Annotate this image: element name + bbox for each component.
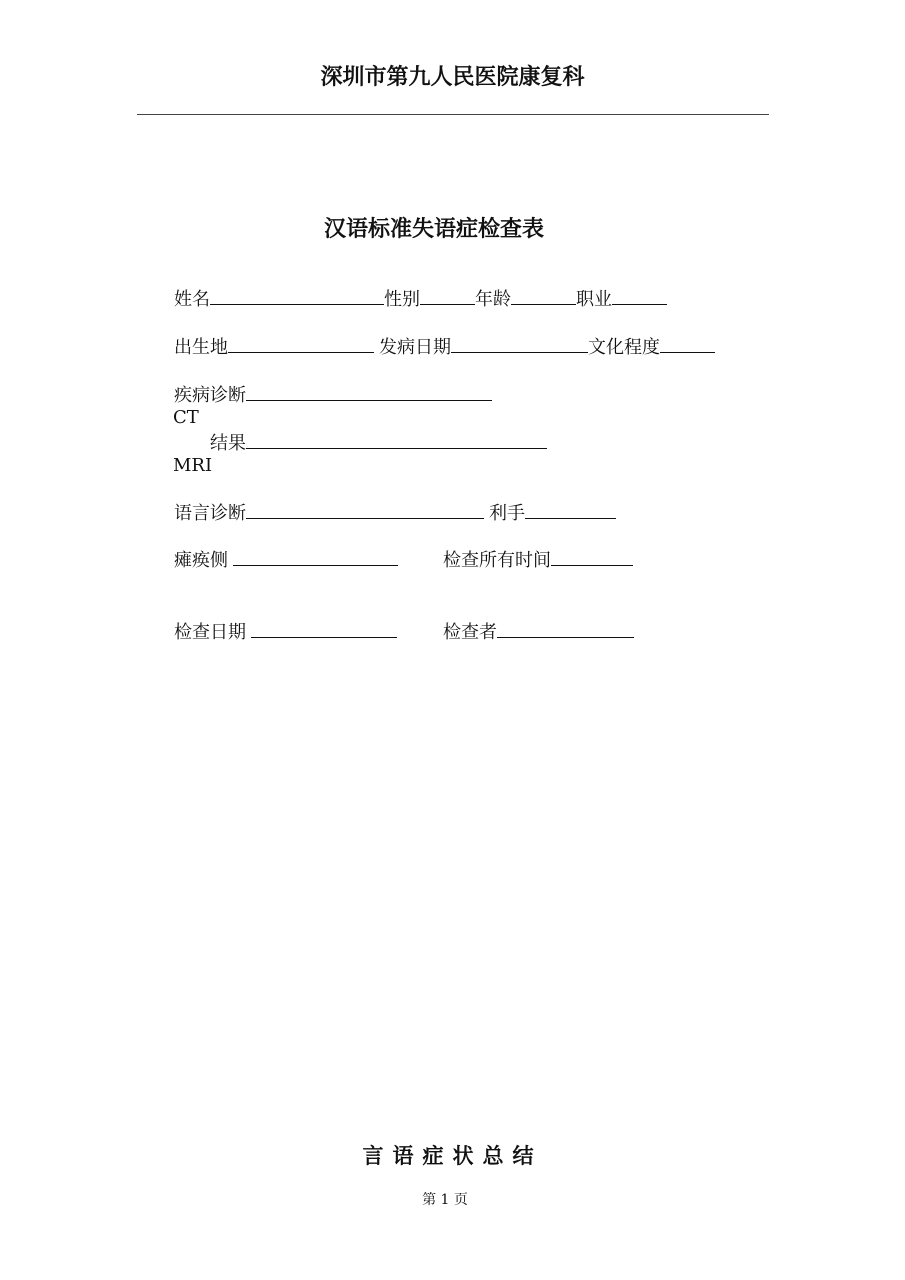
row-exam-date	[174, 620, 397, 644]
summary-title: 言语症状总结	[362, 1143, 543, 1168]
birthplace-label: 出生地	[174, 337, 228, 358]
language-diagnosis-label: 语言诊断	[174, 503, 246, 524]
row-imaging-result	[210, 431, 547, 455]
form-title: 汉语标准失语症检查表	[323, 216, 544, 242]
examiner-field[interactable]	[497, 620, 634, 638]
onset-date-label: 发病日期	[379, 337, 451, 358]
row-origin-info	[174, 335, 715, 359]
examiner-label: 检查者	[443, 622, 497, 643]
row-paralysis-side	[174, 548, 398, 572]
result-field[interactable]	[246, 431, 547, 449]
onset-date-field[interactable]	[451, 335, 588, 353]
disease-diagnosis-field[interactable]	[246, 383, 492, 401]
sex-label: 性别	[384, 289, 420, 310]
row-examiner	[443, 620, 634, 644]
header-institution: 深圳市第九人民医院康复科	[320, 64, 585, 90]
sex-field[interactable]	[420, 287, 475, 305]
header-divider	[137, 114, 769, 115]
exam-date-field[interactable]	[251, 620, 397, 638]
ct-label: CT	[173, 407, 199, 428]
occupation-field[interactable]	[612, 287, 667, 305]
row-disease-diagnosis	[174, 383, 492, 407]
name-label: 姓名	[174, 289, 210, 310]
handedness-field[interactable]	[525, 501, 616, 519]
exam-duration-field[interactable]	[551, 548, 633, 566]
exam-date-label: 检查日期	[174, 622, 246, 643]
row-basic-info	[174, 287, 667, 311]
occupation-label: 职业	[576, 289, 612, 310]
age-label: 年龄	[475, 289, 511, 310]
birthplace-field[interactable]	[228, 335, 374, 353]
age-field[interactable]	[511, 287, 576, 305]
paralysis-side-label: 瘫痪侧	[174, 550, 228, 571]
handedness-label: 利手	[489, 503, 525, 524]
row-exam-duration	[443, 548, 633, 572]
education-label: 文化程度	[588, 337, 660, 358]
name-field[interactable]	[210, 287, 384, 305]
education-field[interactable]	[660, 335, 715, 353]
language-diagnosis-field[interactable]	[246, 501, 484, 519]
page-number: 第 1 页	[422, 1192, 468, 1208]
exam-duration-label: 检查所有时间	[443, 550, 551, 571]
mri-label: MRI	[173, 455, 213, 476]
row-language-diagnosis	[174, 501, 616, 525]
result-label: 结果	[210, 433, 246, 454]
disease-diagnosis-label: 疾病诊断	[174, 385, 246, 406]
paralysis-side-field[interactable]	[233, 548, 398, 566]
